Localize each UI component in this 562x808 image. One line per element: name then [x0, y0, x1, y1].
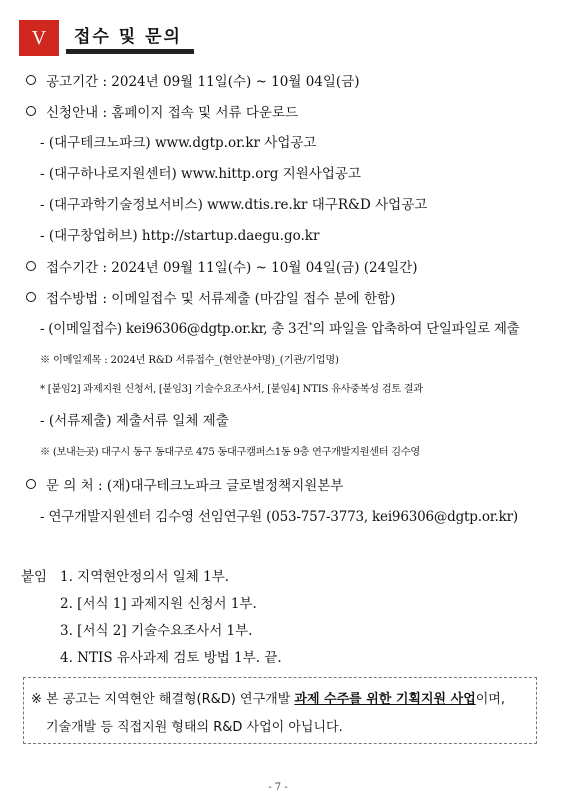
contact-text: 문 의 처 : (재)대구테크노파크 글로벌정책지원본부: [46, 478, 344, 494]
notice-line-1: [31, 688, 505, 707]
guide-link-dtis[interactable]: - (대구과학기술정보서비스) www.dtis.re.kr 대구R&D 사업공고: [40, 197, 428, 213]
page-number: - 7 -: [268, 782, 288, 793]
receipt-method: [26, 287, 395, 307]
bullet-circle-icon: [26, 292, 36, 302]
attachment-item: 2. [서식 1] 과제지원 신청서 1부.: [60, 596, 257, 612]
application-guide: [26, 101, 298, 121]
email-submission-pre: - (이메일접수) kei96306@dgtp.or.kr, 총 3건: [40, 321, 310, 337]
mailing-address-note: ※ (보내는곳) 대구시 동구 동대구로 475 동대구캠퍼스1동 9층 연구개발지원센터 김수영: [40, 447, 420, 458]
email-submission-post: 의 파일을 압축하여 단일파일로 제출: [312, 321, 520, 337]
guide-link-dgtp[interactable]: - (대구테크노파크) www.dgtp.or.kr 사업공고: [40, 135, 317, 151]
attachment-item: 4. NTIS 유사과제 검토 방법 1부. 끝.: [60, 650, 282, 666]
section-number-box: V: [19, 20, 59, 56]
section-title-underline-thin: [66, 53, 194, 54]
email-submission-asterisk: *: [309, 321, 313, 330]
notice-line-2: 기술개발 등 직접지원 형태의 R&D 사업이 아닙니다.: [46, 720, 343, 735]
contact-person: - 연구개발지원센터 김수영 선임연구원 (053-757-3773, kei96306@dgtp.or.kr): [40, 509, 518, 525]
notice-pre: ※ 본 공고는 지역현안 해결형(R&D) 연구개발: [31, 692, 295, 707]
email-submission: [40, 317, 519, 337]
bullet-circle-icon: [26, 106, 36, 116]
receipt-period-text: 접수기간 : 2024년 09월 11일(수) ~ 10월 04일(금) (24일간): [46, 260, 418, 276]
paper-submission: - (서류제출) 제출서류 일체 제출: [40, 413, 229, 429]
application-guide-text: 신청안내 : 홈페이지 접속 및 서류 다운로드: [46, 105, 298, 121]
bullet-circle-icon: [26, 479, 36, 489]
announcement-period-text: 공고기간 : 2024년 09월 11일(수) ~ 10월 04일(금): [46, 74, 360, 90]
bullet-circle-icon: [26, 261, 36, 271]
bullet-circle-icon: [26, 75, 36, 85]
guide-link-hittp[interactable]: - (대구하나로지원센터) www.hittp.org 지원사업공고: [40, 166, 361, 182]
receipt-period: [26, 256, 418, 276]
contact: [26, 474, 343, 494]
guide-link-startup[interactable]: - (대구창업허브) http://startup.daegu.go.kr: [40, 228, 320, 244]
attachment-item: 1. 지역현안정의서 일체 1부.: [60, 569, 230, 585]
email-subject-note: ※ 이메일제목 : 2024년 R&D 서류접수_(현안분야명)_(기관/기업명): [40, 355, 339, 366]
receipt-method-text: 접수방법 : 이메일접수 및 서류제출 (마감일 접수 분에 한함): [46, 291, 396, 307]
announcement-period: [26, 70, 360, 90]
attachment-note: * [붙임2] 과제지원 신청서, [붙임3] 기술수요조사서, [붙임4] NTIS 유사중복성 검토 결과: [40, 384, 423, 395]
notice-emphasis: 과제 수주를 위한 기획지원 사업: [294, 692, 476, 707]
notice-post: 이며,: [475, 692, 505, 707]
attachments-label: 붙임: [21, 569, 48, 585]
attachment-item: 3. [서식 2] 기술수요조사서 1부.: [60, 623, 253, 639]
section-title: 접수 및 문의: [74, 27, 182, 47]
